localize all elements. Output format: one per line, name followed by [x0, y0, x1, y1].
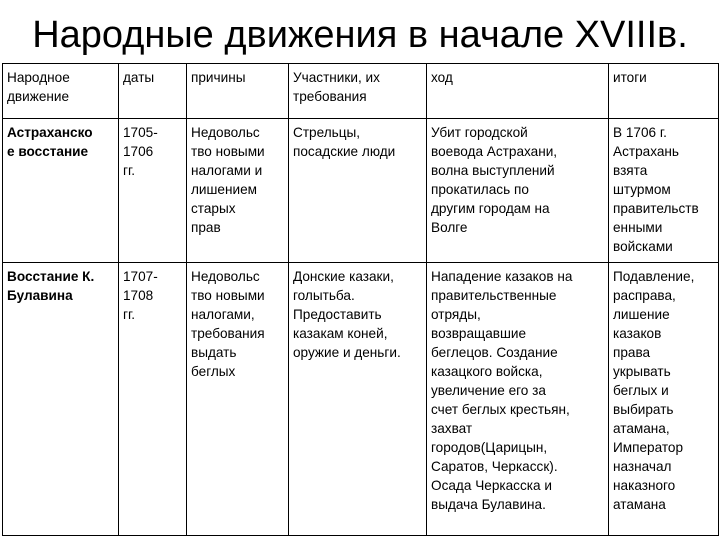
participants-text: Стрельцы, посадские люди [293, 125, 396, 159]
table-row [3, 119, 719, 263]
header-dates-label: даты [123, 70, 155, 85]
dates-text: 1707- 1708 гг. [123, 269, 158, 322]
cell-causes [187, 119, 289, 263]
header-cell-participants [289, 64, 427, 119]
course-text: Нападение казаков на правительственные отряды, возвращавшие беглецов. Создание казацкого войска, увеличение его за счет беглых крестьян, захват городов(Царицын, Саратов, Черкасск). Осада Черкасска и выдача Булавина. [431, 269, 573, 512]
header-participants-label: Участники, их требования [293, 70, 380, 104]
slide-title: Народные движения в начале XVIIIв. [32, 14, 688, 56]
movements-table [2, 63, 719, 536]
results-text: В 1706 г. Астрахань взята штурмом правительств енными войсками [613, 125, 699, 254]
cell-movement [3, 263, 119, 536]
dates-text: 1705- 1706 гг. [123, 125, 158, 178]
header-results-label: итоги [613, 70, 647, 85]
cell-causes [187, 263, 289, 536]
header-cell-causes [187, 64, 289, 119]
header-cell-results [609, 64, 719, 119]
cell-dates [119, 119, 187, 263]
cell-dates [119, 263, 187, 536]
header-movement-label: Народное движение [7, 70, 70, 104]
header-cell-course [427, 64, 609, 119]
movement-name: Астраханско е восстание [7, 125, 93, 159]
cell-results [609, 263, 719, 536]
cell-results [609, 119, 719, 263]
participants-text: Донские казаки, голытьба. Предоставить казакам коней, оружие и деньги. [293, 269, 401, 360]
causes-text: Недовольс тво новыми налогами и лишением старых прав [191, 125, 265, 235]
header-course-label: ход [431, 70, 453, 85]
cell-participants [289, 119, 427, 263]
table-row [3, 263, 719, 536]
cell-course [427, 263, 609, 536]
cell-movement [3, 119, 119, 263]
header-cell-movement [3, 64, 119, 119]
movement-name: Восстание К. Булавина [7, 269, 95, 303]
causes-text: Недовольс тво новыми налогами, требования выдать беглых [191, 269, 265, 379]
cell-course [427, 119, 609, 263]
header-causes-label: причины [191, 70, 246, 85]
header-cell-dates [119, 64, 187, 119]
table-header-row [3, 64, 719, 119]
cell-participants [289, 263, 427, 536]
course-text: Убит городской воевода Астрахани, волна выступлений прокатилась по другим городам на Волге [431, 125, 558, 235]
results-text: Подавление, расправа, лишение казаков права укрывать беглых и выбирать атамана, Император назначал наказного атамана [613, 269, 695, 512]
